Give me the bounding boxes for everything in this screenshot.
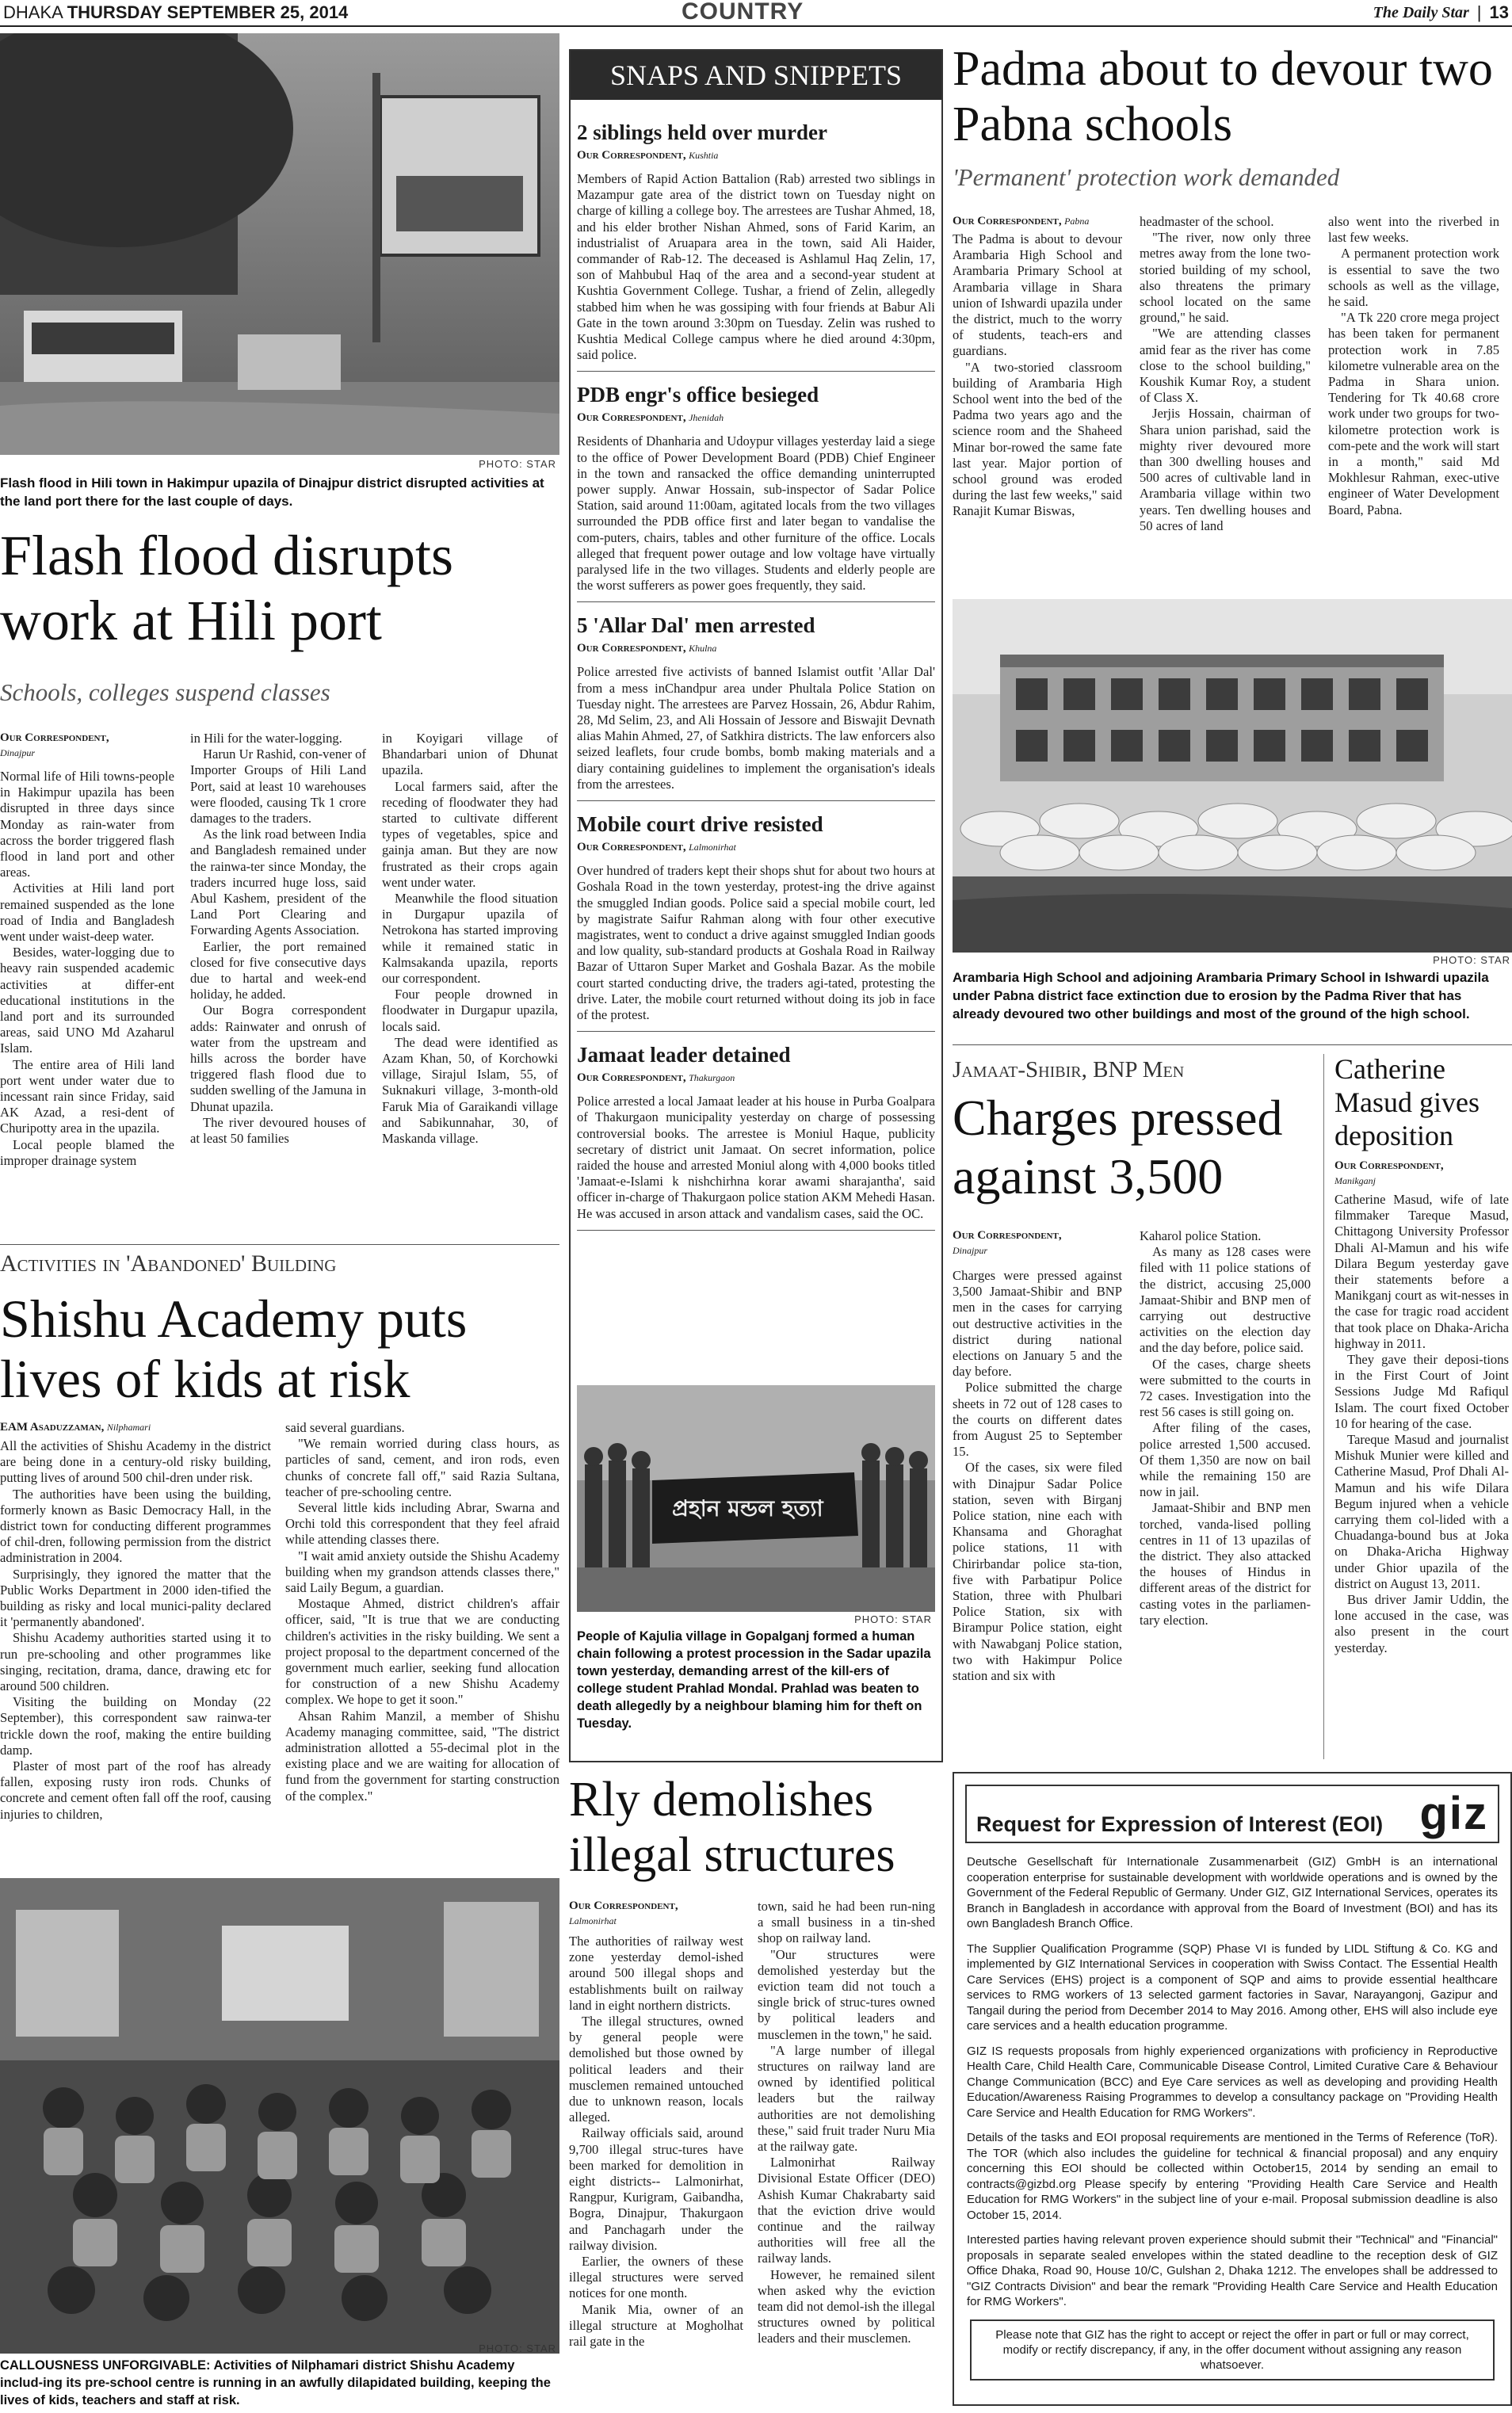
snippet-headline: Jamaat leader detained [577,1043,791,1067]
arambaria-photo-credit: PHOTO: STAR [1433,954,1510,966]
paragraph: The authorities of railway west zone yesterday demol-ished around 500 illegal shops and establishments built on railway land in eight northern districts. [569,1934,743,2013]
paragraph: All the activities of Shishu Academy in the district are being done in a century-old risky building, putting lives of around 500 chil-dren under risk. [0,1438,271,1486]
catherine-body [1334,1192,1509,1656]
paragraph: Our Bogra correspondent adds: Rainwater and onrush of water from the upstream and hills across the border have triggered flash flood due to sudden swelling of the Jamuna in Dhunat upazila. [190,1002,366,1114]
divider [577,800,935,801]
paragraph: "Our structures were demolished yesterday but the eviction team did not touch a single brick of struc-tures owned by political leaders and musclemen in the town," he said. [758,1946,935,2042]
hili-byline: Our Correspondent, Dinajpur [0,731,109,758]
paragraph: Jerjis Hossain, chairman of Shara union parishad, said the mighty river devoured more than 300 dwelling houses and 500 acres of cultivable land in Arambaria village within two years. Ten dwelling houses and 50 acres of land [1140,406,1311,533]
snippet-byline: Our Correspondent, Thakurgaon [577,1071,735,1085]
divider [953,1044,1512,1045]
paragraph: Details of the tasks and EOI proposal requirements are mentioned in the Terms of Reference (ToR). The TOR (which also includes the guideline for technical & financial proposal) and any enquiry concerning this EOI should be collected within October15, 2014 by sending an email to contracts@gizbd.org Please specify by entering "Providing Health Care Service and Health Education for RMG Workers" in the subject line of your e-mail. Proposal submission deadline is also October 15, 2014. [967,2131,1498,2222]
paragraph: The Supplier Qualification Programme (SQP) Phase VI is funded by LIDL Stiftung & Co. KG and implemented by GIZ International Services in cooperation with Swiss Contact. The Essential Health Care Services (EHS) project is a component of SQP and aims to provide essential healthcare services to RMG workers of 13 selected garment factories in Savar, Narayangonj, Gazipur and Tangail during the period from December 2014 to May 2016. Among other, EHS will also include eye care services and a health education programme. [967,1941,1498,2033]
divider [577,371,935,372]
paragraph: Normal life of Hili towns-people in Hakimpur upazila has been disrupted in three days since Monday as rain-water from across the border triggered flash flood in land port and other areas. [0,769,174,880]
paragraph: "The river, now only three metres away from the lone two-storied building of my school, also threatens the primary school located on the same ground," he said. [1140,230,1311,326]
rly-byline: Our Correspondent, Lalmonirhat [569,1899,678,1926]
paragraph: Deutsche Gesellschaft für Internationale Zusammenarbeit (GIZ) GmbH is an international cooperation enterprise for sustainable development with worldwide operations and is owned by the Government of the Federal Republic of Germany. Under GIZ, GIZ International Services, operates its Branch in Bangladesh in accordance with approval from the Board of Investment (BOI) and has its own Bangladesh Branch Office. [967,1855,1498,1930]
rly-col1 [569,1934,743,2350]
snippet-text: Residents of Dhanharia and Udoypur villages yesterday laid a siege to the office of Power Development Board (PDB) Chief Engineer in the town and ransacked the office demanding uninterrupted power supply. Anwar Hossain, sub-inspector of Sadar Police Station, said around 11:00am, agitated locals from the two villages surrounded the PDB office first and later began to vandalise the com-puters, chairs, tables and other furniture of the office. Locals alleged that frequent power outage and low voltage have virtually paralysed life in the two villages. Students and elderly people are the worst sufferers as power goes frequently, they said. [577,433,935,594]
snippet-text: Members of Rapid Action Battalion (Rab) arrested two siblings in Mazampur gate area of the district town on Tuesday night on charge of killing a college boy. The arrestees are Tushar Ahmed, 18, and his elder brother Nishan Ahmed, sons of Farid Karim, an industrialist of Aruapara area in the town, said Ali Haider, commander of Rab-12. The deceased is Ashlamul Haq Zelin, 17, son of Mahbubul Haq of the area and a second-year student at Kushtia Government College. Tushar, a friend of Zelin, allegedly stabbed him when he was gossiping with four friends at Babur Ali Gate in the town around 3:30pm on Tuesday. Zelin was rushed to Kushtia Medical College campus where he died around 4:30pm, said police. [577,171,935,363]
paragraph: Mostaque Ahmed, district children's affair officer, said, "It is true that we are conducting children's activities in the risky building. We sent a project proposal to the department concerned of the government much earlier, seeking fund allocation for construction of a new Shishu Academy complex. We hope to get it soon." [285,1596,559,1708]
giz-logo: giz [1419,1788,1488,1839]
snippet-headline: 2 siblings held over murder [577,120,828,144]
paragraph: Catherine Masud, wife of late filmmaker Tareque Masud, Chittagong University Professor Dhali Al-Mamun and his wife Dilara Begum yesterday gave their statements before a Manikganj court as wit-nesses in the case for tragic road accident that took place on Dhaka-Aricha highway in 2011. [1334,1192,1509,1351]
ad-footer-note: Please note that GIZ has the right to accept or reject the offer in part or full or may correct, modify or rectify discrepancy, if any, in the offer document without assigning any reason whatsoever. [970,2319,1495,2381]
paragraph: also went into the riverbed in last few weeks. [1328,214,1499,246]
human-chain-caption: People of Kajulia village in Gopalganj formed a human chain following a protest procession in the Sadar upazila town yesterday, demanding arrest of the kill-ers of college student Prahlad Mondal. Prahlad was beaten to death allegedly by a neighbour blaming him for theft on Tuesday. [577,1629,931,1731]
paragraph: "A Tk 220 crore mega project has been taken for permanent protection work in 7.85 kilometre vulnerable area on the Padma in Shara union. Tendering for Tk 40.68 crore work under two groups for two-kilometre protection work is com-pete and the work will start in a month," said Md Mokhlesur Rahman, exec-utive engineer of Water Development Board, Pabna. [1328,310,1499,517]
shishu-photo-caption: CALLOUSNESS UNFORGIVABLE: Activities of Nilphamari district Shishu Academy includ-ing its pre-school centre is running in an awfully dilapidated building, keeping the lives of kids, teachers and staff at risk. [0,2358,551,2407]
column-divider [1323,1054,1324,1759]
paragraph: "We remain worried during class hours, as particles of sand, cement, and iron rods, even chunks of concrete fall off," said Razia Sultana, teacher of pre-schooling centre. [285,1436,559,1499]
charges-byline: Our Correspondent, Dinajpur [953,1229,1062,1256]
shishu-kicker: Activities in 'Abandoned' Building [0,1250,337,1277]
shishu-byline: EAM Asaduzzaman, Nilphamari [0,1421,151,1434]
snippet-text: Over hundred of traders kept their shops shut for about two hours at Goshala Road in the town yesterday, protest-ing the drive against the smuggled Indian goods. Police said a special mobile court, led by magistrate Saifur Rahman along with four other executive magistrates, went to conduct a drive against smuggled Indian goods and low quality, sub-standard products at Goshala Road in Railway Bazar of Uttaron Super Market and Goshala Bazar. As the mobile court started conducting drive, the traders agi-tated, protesting the drive. Later, the mobile court returned without doing its job in face of the protest. [577,863,935,1022]
padma-byline: Our Correspondent, Pabna [953,215,1090,227]
hili-photo-credit: PHOTO: STAR [479,458,556,470]
paragraph: The river devoured houses of at least 50 families [190,1114,366,1147]
shishu-col2 [285,1420,559,1804]
snippet-headline: Mobile court drive resisted [577,812,823,837]
paragraph: Kaharol police Station. [1140,1228,1262,1243]
charges-col2 [1140,1228,1311,1628]
paragraph: Interested parties having relevant proven experience should submit their "Technical" and "Financial" proposals in separate sealed envelopes within the stated deadline to the reception desk of GIZ Office Dhaka, Road 90, House 10/C, Gulshan 2, Dhaka 1212. The envelopes shall be addressed to "GIZ Contracts Division" and bear the remark "Providing Health Care Service and Health Education for RMG Workers". [967,2233,1498,2308]
snippet-headline: 5 'Allar Dal' men arrested [577,613,815,638]
divider [0,1244,559,1245]
human-chain-photo [577,1385,935,1612]
hili-col3 [382,731,558,1147]
hili-flood-photo [0,33,559,455]
paragraph: in Koyigari village of Bhandarbari union of Dhunat upazila. [382,731,558,778]
charges-headline: Charges pressed against 3,500 [953,1090,1283,1205]
paragraph: "A two-storied classroom building of Arambaria High School went into the bed of the Padma two years ago and the science room and the Shaheed Minar bor-rowed the same fate last year. Major portion of school ground was eroded during the last few weeks," said Ranajit Kumar Biswas, [953,359,1122,519]
giz-eoi-advertisement [953,1772,1512,2406]
divider [577,1230,935,1231]
hili-col1 [0,769,174,1169]
paragraph: As many as 128 cases were filed with 11 police stations of the district, accusing 25,000 Jamaat-Shibir and BNP men of carrying out destructive activities on the election day and the day before, police said. [1140,1244,1311,1356]
paragraph: The illegal structures, owned by general people were demolished but those owned by political leaders and their musclemen remained untouched due to unknown reason, locals alleged. [569,2014,743,2125]
snippet-item [577,812,935,1032]
human-chain-photo-credit: PHOTO: STAR [854,1613,932,1625]
paragraph: Local farmers said, after the receding of floodwater they had started to cultivate different types of vegetables, spice and gainja aman. But they are now frustrated as their crops again went under water. [382,778,558,890]
padma-col1 [953,231,1122,520]
paragraph: Police submitted the charge sheets in 72 out of 128 cases to the courts on different dates from August 25 to September 15. [953,1380,1122,1460]
hili-photo-caption: Flash flood in Hili town in Hakimpur upazila of Dinajpur district disrupted activities at the land port there for the last couple of days. [0,475,544,509]
section-title: COUNTRY [682,0,804,25]
paragraph: Charges were pressed against 3,500 Jamaat-Shibir and BNP men in the cases for carrying out destructive activities in the district during national elections on January 5 and the day before. [953,1268,1122,1380]
snippet-item [577,1043,935,1231]
snippet-item [577,383,935,602]
masthead-logo: The Daily Star [1373,3,1469,21]
paragraph: Besides, water-logging due to heavy rain suspended academic activities at differ-ent educational institutions in the land port and its surrounded areas, said UNO Md Azaharul Islam. [0,945,174,1056]
paragraph: Earlier, the owners of these illegal structures were served notices for one month. [569,2254,743,2301]
hili-col2 [190,731,366,1147]
padma-subhead: 'Permanent' protection work demanded [953,163,1340,191]
page-number: 13 [1489,2,1509,22]
charges-kicker: Jamaat-Shibir, BNP Men [953,1057,1185,1082]
snaps-items [577,120,935,1242]
paragraph: Lalmonirhat Railway Divisional Estate Officer (DEO) Ashish Kumar Chakrabarty said that the eviction drive would continue and the railway authorities will free all the railway lands. [758,2155,935,2266]
snaps-title: SNAPS AND SNIPPETS [571,51,941,100]
paragraph: After filing of the cases, police arrested 1,500 accused. Of them 1,350 are now on bail while the remaining 150 are now in jail. [1140,1420,1311,1500]
snippet-byline: Our Correspondent, Lalmonirhat [577,841,736,854]
paragraph: Visiting the building on Monday (22 September), this correspondent saw rainwa-ter trickle down the roof, making the entire building damp. [0,1694,271,1758]
hili-headline: Flash flood disrupts work at Hili port [0,524,454,652]
ad-body [954,1854,1510,2310]
paragraph: town, said he had been run-ning a small business in a tin-shed shop on railway land. [758,1899,935,1946]
snippet-item [577,613,935,801]
paragraph: Four people drowned in floodwater in Durgapur upazila, locals said. [382,987,558,1034]
catherine-byline: Our Correspondent, Manikganj [1334,1159,1444,1186]
paragraph: Meanwhile the flood situation in Durgapur upazila of Netrokona has started improving while it remained static in Kalmsakanda upazila, reports our correspondent. [382,891,558,987]
paragraph: The entire area of Hili land port went under water due to incessant rain since Friday, said AK Azad, a resi-dent of Churipotty area in the upazila. [0,1056,174,1136]
paragraph: Harun Ur Rashid, con-vener of Importer Groups of Hili Land Port, said at least 10 warehouses were flooded, causing Tk 1 crore damages to the traders. [190,746,366,827]
paragraph: The authorities have been using the building, formerly known as Basic Democracy Hall, in the district town for conducting different programmes of chil-dren, following permission from the district administration in 2004. [0,1486,271,1566]
paragraph: A permanent protection work is essential to save the two schools as well as the village, he said. [1328,246,1499,310]
rly-col2 [758,1899,935,2347]
ad-header [965,1785,1499,1843]
padma-col3 [1328,214,1499,518]
paragraph: headmaster of the school. [1140,214,1274,229]
paragraph: Several little kids including Abrar, Swarna and Orchi told this correspondent that they feel afraid while attending classes there. [285,1500,559,1548]
paragraph: Bus driver Jamir Uddin, the lone accused in the case, was also present in the court yesterday. [1334,1592,1509,1655]
paragraph: Tareque Masud and journalist Mishuk Munier were killed and Catherine Masud, Prof Dhali Al-Mamun and his wife Dilara Begum injured when a vehicle carrying them col-lided with a Chuadanga-bound bus at Joka on Dhaka-Aricha Highway under Ghior upazila of the district on August 13, 2011. [1334,1432,1509,1591]
paragraph: However, he remained silent when asked why the eviction team did not demol-ish the illegal structures owned by political leaders and their musclemen. [758,2266,935,2346]
hili-subhead: Schools, colleges suspend classes [0,678,330,706]
paragraph: The Padma is about to devour Arambaria High School and Arambaria Primary School at Arambaria village in Shara union of Ishwardi upazila under the district, much to the worry of students, teach-ers and guardians. [953,231,1122,359]
paragraph: Jamaat-Shibir and BNP men torched, vanda-lised polling centres in 11 of 13 upazilas of the district. They also attacked the houses of Hindus in different areas of the district for casting votes in the parliamen-tary election. [1140,1500,1311,1628]
paragraph: They gave their deposi-tions in the First Court of Joint Sessions Judge Md Rafiqul Islam. The court fixed October 10 for hearing of the case. [1334,1352,1509,1431]
snippet-text: Police arrested five activists of banned Islamist outfit 'Allar Dal' from a mess inChandpur area under Phultala Police Station on Tuesday night. The arrestees are Parvez Hossain, 26, Abdur Rahim, 28, Md Selim, 23, and Ali Hossain of Jessore and Biswajit Devnath alias Mahin Ahmed, 27, of Satkhira districts. The law enforcers also seized leaflets, four crude bombs, bomb making materials and a diary containing guidelines to implement the organisation's ideals from the arrestees. [577,664,935,792]
paragraph: "We are attending classes amid fear as the river has come close to the school building," Koushik Kumar Roy, a student of Class X. [1140,326,1311,406]
divider [577,601,935,602]
snippet-item [577,120,935,372]
page-header: DHAKA THURSDAY SEPTEMBER 25, 2014 COUNTRY The Daily Star | 13 [0,0,1512,27]
arambaria-caption: Arambaria High School and adjoining Arambaria Primary School in Ishwardi upazila under Pabna district face extinction due to erosion by the Padma River that has already devoured two other buildings and most of the ground of the high school. [953,970,1489,1021]
snippet-text: Police arrested a local Jamaat leader at his house in Purba Goalpara of Thakurgaon municipality yesterday on charge of possessing controversial books. The arrestee is Moniul Haque, publicity secretary of district unit Jamaat. On secret information, police raided the house and arrested Moniul along with 4,000 books titled 'Jamaat-e-Islami k nishchirhna korar awami sharajantha', said officer in-charge of Thakurgaon police station AKM Mehedi Hasan. He was accused in arson attack and vandalism cases, said the OC. [577,1094,935,1221]
shishu-col1 [0,1438,271,1823]
paragraph: said several guardians. [285,1420,405,1435]
arambaria-school-photo [953,599,1512,953]
paragraph: Plaster of most part of the roof has already fallen, exposing rusty iron rods. Chunks of concrete and cement often fall off the roof, causing injuries to children, [0,1758,271,1822]
shishu-academy-photo [0,1878,559,2354]
snippet-byline: Our Correspondent, Jhenidah [577,411,724,425]
ad-title: Request for Expression of Interest (EOI) [976,1812,1384,1836]
shishu-headline: Shishu Academy puts lives of kids at risk [0,1289,468,1409]
svg-text:প্রহান মন্ডল হত্যা: প্রহান মন্ডল হত্যা [672,1495,823,1521]
divider [577,1031,935,1032]
snippet-headline: PDB engr's office besieged [577,383,819,407]
paragraph: "A large number of illegal structures on railway land are owned by identified political leaders but the railway authorities are not demolishing these," said fruit trader Nuru Mia at the railway gate. [758,2042,935,2155]
paragraph: Shishu Academy authorities started using it to run pre-schooling and other programmes like singing, recitation, drama, dance, drawing etc for around 500 children. [0,1630,271,1694]
paragraph: Activities at Hili land port remained suspended as the lone road of India and Bangladesh went under waist-deep water. [0,880,174,945]
rly-headline: Rly demolishes illegal structures [569,1773,895,1882]
paragraph: GIZ IS requests proposals from highly experienced organizations with proficiency in Reproductive Health Care, Child Health Care, Communicable Disease Control, Limited Curative Care & Behaviour Change Communication (BCC) and Eye Care services as well as developing and providing Health Education/Awareness Raising Programmes to develop a consultancy package on "Providing Health Care Service and Health Education for RMG Workers". [967,2044,1498,2120]
snippet-byline: Our Correspondent, Khulna [577,642,717,655]
paragraph: Earlier, the port remained closed for five consecutive days due to hartal and week-end holiday, he added. [190,938,366,1002]
catherine-headline: Catherine Masud gives deposition [1334,1053,1480,1151]
snippet-byline: Our Correspondent, Kushtia [577,149,719,162]
paragraph: Of the cases, six were filed with Dinajpur Sadar Police station, seven with Birganj Police station, nine each with Khansama and Ghoraghat police stations, 11 with Chirirbandar police sta-tion, five with Parbatipur Police Station, three with Phulbari Police Station, six with Birampur Police station, eight with Nawabganj Police station, two with Hakimpur Police station and six with [953,1460,1122,1684]
padma-col2 [1140,214,1311,534]
paragraph: Surprisingly, they ignored the matter that the Public Works Department in 2000 iden-tified the building as risky and local munici-pality declared it 'permanently abandoned'. [0,1566,271,1630]
paragraph: Local people blamed the improper drainage system [0,1136,174,1168]
paragraph: "I wait amid anxiety outside the Shishu Academy building when my grandson attends classes there," said Laily Begum, a guardian. [285,1548,559,1596]
paragraph: in Hili for the water-logging. [190,731,342,746]
paragraph: Ahsan Rahim Manzil, a member of Shishu Academy managing committee, said, "The district administration allotted a 55-decimal plot in the existing place and we are waiting for allocation of fund from the government for starting construction of the complex." [285,1708,559,1804]
padma-headline: Padma about to devour two Pabna schools [953,42,1493,151]
charges-col1 [953,1268,1122,1684]
header-dateline: DHAKA THURSDAY SEPTEMBER 25, 2014 [3,2,349,22]
paragraph: Manik Mia, owner of an illegal structure at Mogholhat rail gate in the [569,2301,743,2350]
paragraph: Of the cases, charge sheets were submitted to the courts in 72 cases. Investigation into the rest 56 cases is still going on. [1140,1356,1311,1420]
paragraph: Railway officials said, around 9,700 illegal struc-tures have been marked for demolition in eight districts-- Lalmonirhat, Rangpur, Kurigram, Gaibandha, Bogra, Dinajpur, Thakurgaon and Panchagarh under the railway division. [569,2125,743,2253]
paragraph: The dead were identified as Azam Khan, 50, of Korchowki village, Sirajul Islam, 55, of Suknakuri village, 3-month-old Faruk Mia of Garaikandi village and Sabikunnahar, 30, of Maskanda village. [382,1034,558,1147]
paragraph: As the link road between India and Bangladesh remained under the rainwa-ter since Monday, the traders incurred huge loss, said Abul Kashem, president of the Land Port Clearing and Forwarding Agents Association. [190,827,366,938]
shishu-photo-credit: PHOTO: STAR [479,2342,556,2354]
